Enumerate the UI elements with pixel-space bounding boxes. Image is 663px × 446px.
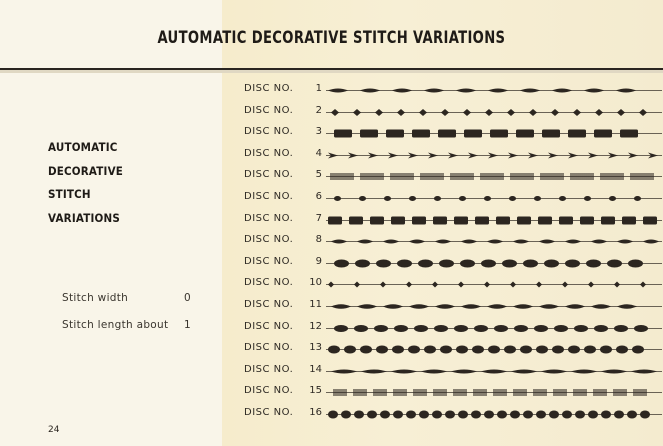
disc-label: DISC NO. bbox=[244, 277, 294, 289]
disc-row bbox=[222, 210, 663, 231]
disc-row bbox=[222, 166, 663, 187]
section-heading bbox=[48, 136, 156, 230]
disc-number: 11 bbox=[309, 299, 322, 310]
disc-number: 4 bbox=[315, 147, 322, 159]
stitch-sample-oval-chain bbox=[326, 253, 662, 274]
disc-row bbox=[222, 382, 663, 403]
disc-label: DISC NO. bbox=[244, 255, 294, 267]
disc-number: 2 bbox=[315, 104, 322, 116]
disc-row bbox=[222, 253, 663, 274]
disc-row bbox=[222, 145, 663, 166]
title-rule bbox=[0, 68, 663, 70]
stitch-sample-dense-blocks bbox=[326, 123, 662, 144]
stitch-sample-bead-chain bbox=[326, 339, 662, 360]
disc-row bbox=[222, 80, 663, 101]
disc-row bbox=[222, 274, 663, 295]
setting-label: Stitch width bbox=[62, 292, 129, 304]
disc-row bbox=[222, 361, 663, 382]
disc-number: 16 bbox=[309, 407, 322, 418]
disc-row bbox=[222, 231, 663, 252]
disc-number: 1 bbox=[315, 83, 322, 94]
disc-number: 13 bbox=[309, 342, 322, 354]
stitch-sample-sparse-beads bbox=[326, 188, 662, 209]
section-heading-line: STITCH bbox=[48, 187, 91, 201]
disc-number: 9 bbox=[315, 255, 322, 267]
stitch-sample-cross-bars bbox=[326, 382, 662, 403]
disc-number: 14 bbox=[309, 363, 322, 375]
disc-row bbox=[222, 123, 663, 144]
section-heading-line: AUTOMATIC bbox=[48, 140, 118, 154]
disc-label: DISC NO. bbox=[244, 234, 294, 246]
title-rule-shadow bbox=[0, 70, 663, 73]
disc-label: DISC NO. bbox=[244, 385, 294, 397]
disc-label: DISC NO. bbox=[244, 363, 294, 375]
disc-label: DISC NO. bbox=[244, 104, 294, 116]
disc-label: DISC NO. bbox=[244, 83, 294, 94]
stitch-sample-alternating-blocks bbox=[326, 210, 662, 231]
stitch-sample-dotted-diamonds bbox=[326, 274, 662, 295]
setting-label: Stitch length about bbox=[62, 319, 169, 331]
stitch-sample-long-ovals bbox=[326, 296, 662, 317]
stitch-sample-wave-blocks bbox=[326, 231, 662, 252]
disc-label: DISC NO. bbox=[244, 320, 294, 332]
stitch-sample-rope-chain bbox=[326, 404, 662, 425]
disc-number: 12 bbox=[309, 320, 322, 332]
disc-label: DISC NO. bbox=[244, 407, 294, 418]
disc-label: DISC NO. bbox=[244, 212, 294, 224]
disc-number: 15 bbox=[309, 385, 322, 397]
disc-number: 8 bbox=[315, 234, 322, 246]
setting-value: 1 bbox=[184, 319, 191, 331]
disc-label: DISC NO. bbox=[244, 191, 294, 202]
disc-number: 3 bbox=[315, 126, 322, 138]
disc-label: DISC NO. bbox=[244, 147, 294, 159]
stitch-sample-diamond-dots bbox=[326, 102, 662, 123]
stitch-width-setting bbox=[62, 292, 191, 304]
stitch-sample-ribbed-bars bbox=[326, 166, 662, 187]
section-heading-line: DECORATIVE bbox=[48, 163, 124, 178]
disc-label: DISC NO. bbox=[244, 126, 294, 138]
disc-label: DISC NO. bbox=[244, 342, 294, 354]
disc-row bbox=[222, 318, 663, 339]
setting-value: 0 bbox=[184, 292, 191, 304]
disc-row bbox=[222, 404, 663, 425]
disc-number: 10 bbox=[309, 277, 322, 289]
disc-row bbox=[222, 296, 663, 317]
disc-label: DISC NO. bbox=[244, 169, 294, 181]
stitch-sample-small-arrows bbox=[326, 145, 662, 166]
disc-number: 5 bbox=[315, 169, 322, 181]
stitch-length-setting bbox=[62, 319, 191, 331]
page-title: AUTOMATIC DECORATIVE STITCH VARIATIONS bbox=[157, 28, 506, 48]
stitch-sample-ribbon bbox=[326, 361, 662, 382]
disc-row bbox=[222, 102, 663, 123]
disc-row bbox=[222, 339, 663, 360]
stitch-sample-elongated-tapered bbox=[326, 80, 662, 101]
disc-number: 6 bbox=[315, 191, 322, 202]
page-number: 24 bbox=[48, 425, 60, 435]
disc-label: DISC NO. bbox=[244, 299, 294, 310]
stitch-sample-scallop-chain bbox=[326, 318, 662, 339]
disc-row bbox=[222, 188, 663, 209]
section-heading-line: VARIATIONS bbox=[48, 210, 120, 225]
disc-number: 7 bbox=[315, 212, 322, 224]
